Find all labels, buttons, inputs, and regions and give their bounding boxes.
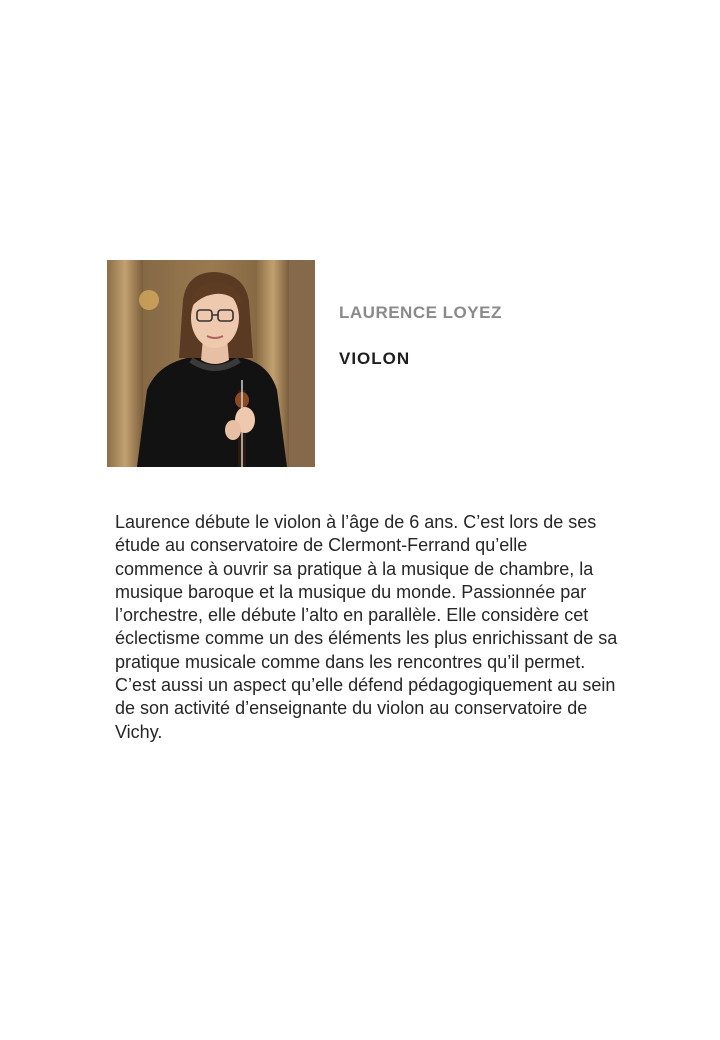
biography-paragraph: C’est aussi un aspect qu’elle défend pédagogiquement au sein de son activité d’enseignante du violon au conservatoire de Vichy. <box>115 675 616 742</box>
musician-instrument: VIOLON <box>339 349 411 368</box>
biography-paragraph: Laurence débute le violon à l’âge de 6 ans. C’est lors de ses étude au conservatoire de Clermont-Ferrand qu’elle commence à ouvrir sa pratique à la musique de chambre, la musique baroque et la musique du monde. Passionnée par l’orchestre, elle débute l’alto en parallèle. Elle considère cet éclectisme comme un des éléments les plus enrichissant de sa pratique musicale comme dans les rencontres qu’il permet. <box>115 512 618 672</box>
portrait-illustration <box>107 260 315 467</box>
biography <box>115 511 620 744</box>
portrait-photo <box>107 260 315 467</box>
musician-name: LAURENCE LOYEZ <box>339 303 502 322</box>
